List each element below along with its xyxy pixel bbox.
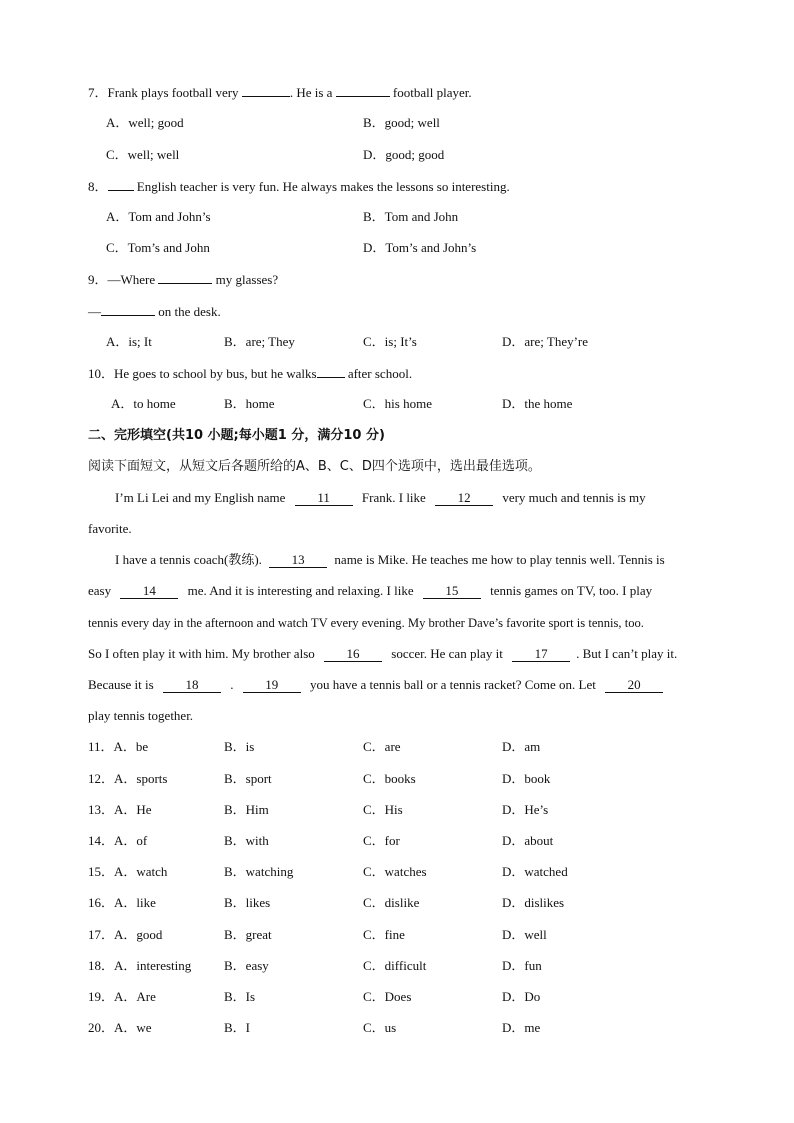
passage-text: I have a tennis coach(教练).	[115, 552, 262, 567]
passage-text: name is Mike. He teaches me how to play tennis well. Tennis is	[334, 552, 665, 567]
option-b[interactable]: B．home	[224, 396, 275, 411]
option-b[interactable]: B．watching	[224, 864, 294, 879]
option-c[interactable]: C．us	[363, 1020, 397, 1035]
option-b[interactable]: B．easy	[224, 958, 269, 973]
option-a[interactable]: 16．A．like	[88, 895, 156, 910]
passage-line-5: tennis every day in the afternoon and watch TV every evening. My brother Dave’s favorite sport is tennis, too.	[88, 616, 644, 630]
option-c[interactable]: C．His	[363, 802, 403, 817]
passage-text: I’m Li Lei and my English name	[115, 490, 286, 505]
passage-text: . But I can’t play it.	[576, 646, 678, 661]
option-c[interactable]: C．his home	[363, 396, 432, 411]
passage-text: soccer. He can play it	[391, 646, 503, 661]
answer-blank[interactable]	[317, 365, 345, 378]
passage-text: easy	[88, 583, 112, 598]
option-d[interactable]: D．well	[502, 927, 547, 942]
question-7-stem	[88, 84, 472, 101]
option-d[interactable]: D．book	[502, 771, 551, 786]
option-b[interactable]: B．are; They	[224, 334, 295, 349]
q9-text-c: —	[88, 304, 101, 319]
blank-11[interactable]: 11	[295, 491, 353, 506]
option-a[interactable]: 11．A．be	[88, 739, 149, 754]
option-d[interactable]: D．watched	[502, 864, 568, 879]
option-d[interactable]: D．good; good	[363, 147, 445, 162]
option-d[interactable]: D．about	[502, 833, 554, 848]
answer-blank[interactable]	[108, 178, 134, 191]
passage-text: tennis games on TV, too. I play	[490, 583, 653, 598]
blank-19[interactable]: 19	[243, 678, 301, 693]
option-b[interactable]: B．Him	[224, 802, 269, 817]
option-c[interactable]: C．Does	[363, 989, 412, 1004]
q10-text-a: 10．He goes to school by bus, but he walks	[88, 366, 317, 381]
option-a[interactable]: A．Tom and John’s	[106, 209, 211, 224]
passage-line-2: favorite.	[88, 521, 132, 536]
passage-line-6	[88, 646, 677, 662]
passage-line-8: play tennis together.	[88, 708, 194, 723]
option-c[interactable]: C．dislike	[363, 895, 420, 910]
option-b[interactable]: B．great	[224, 927, 272, 942]
answer-blank[interactable]	[158, 271, 212, 284]
option-a[interactable]: 17．A．good	[88, 927, 163, 942]
passage-text: So I often play it with him. My brother also	[88, 646, 315, 661]
option-c[interactable]: C．well; well	[106, 147, 180, 162]
option-b[interactable]: B．is	[224, 739, 255, 754]
passage-text: .	[230, 677, 234, 692]
blank-20[interactable]: 20	[605, 678, 663, 693]
option-d[interactable]: D．dislikes	[502, 895, 565, 910]
passage-text: Frank. I like	[361, 490, 426, 505]
option-a[interactable]: 13．A．He	[88, 802, 152, 817]
option-b[interactable]: B．with	[224, 833, 269, 848]
option-b[interactable]: B．likes	[224, 895, 271, 910]
q10-text-b: after school.	[347, 366, 413, 381]
passage-text: very much and tennis is my	[502, 490, 646, 505]
option-d[interactable]: D．Do	[502, 989, 541, 1004]
option-a[interactable]: 12．A．sports	[88, 771, 168, 786]
option-c[interactable]: C．Tom’s and John	[106, 240, 210, 255]
answer-blank[interactable]	[242, 84, 290, 97]
passage-line-7	[88, 677, 663, 693]
blank-14[interactable]: 14	[120, 584, 178, 599]
blank-12[interactable]: 12	[435, 491, 493, 506]
option-c[interactable]: C．for	[363, 833, 400, 848]
section-instruction: 阅读下面短文，从短文后各题所给的A、B、C、D四个选项中，选出最佳选项。	[88, 459, 541, 474]
option-a[interactable]: A．is; It	[106, 334, 152, 349]
option-b[interactable]: B．I	[224, 1020, 251, 1035]
option-d[interactable]: D．Tom’s and John’s	[363, 240, 477, 255]
option-c[interactable]: C．watches	[363, 864, 427, 879]
option-d[interactable]: D．me	[502, 1020, 541, 1035]
option-c[interactable]: C．difficult	[363, 958, 427, 973]
blank-18[interactable]: 18	[163, 678, 221, 693]
passage-text: me. And it is interesting and relaxing. I like	[187, 583, 414, 598]
answer-blank[interactable]	[101, 303, 155, 316]
q7-text-c: football player.	[392, 85, 472, 100]
option-a[interactable]: A．well; good	[106, 115, 184, 130]
option-c[interactable]: C．is; It’s	[363, 334, 417, 349]
question-8-stem	[88, 178, 510, 195]
option-b[interactable]: B．good; well	[363, 115, 440, 130]
option-c[interactable]: C．fine	[363, 927, 405, 942]
blank-16[interactable]: 16	[324, 647, 382, 662]
option-b[interactable]: B．Tom and John	[363, 209, 459, 224]
question-10-stem	[88, 365, 412, 382]
option-a[interactable]: 19．A．Are	[88, 989, 156, 1004]
question-9-reply	[88, 303, 221, 320]
option-a[interactable]: A．to home	[111, 396, 176, 411]
passage-line-3	[115, 552, 665, 568]
passage-line-4	[88, 583, 652, 599]
option-d[interactable]: D．am	[502, 739, 541, 754]
q7-text-b: . He is a	[289, 85, 333, 100]
option-a[interactable]: 15．A．watch	[88, 864, 168, 879]
answer-blank[interactable]	[336, 84, 390, 97]
q8-text-a: 8．	[88, 179, 108, 194]
option-c[interactable]: C．are	[363, 739, 401, 754]
q7-text-a: 7．Frank plays football very	[88, 85, 239, 100]
option-b[interactable]: B．Is	[224, 989, 256, 1004]
passage-text: Because it is	[88, 677, 154, 692]
option-a[interactable]: 20．A．we	[88, 1020, 152, 1035]
blank-17[interactable]: 17	[512, 647, 570, 662]
q9-text-a: 9．—Where	[88, 272, 156, 287]
passage-line-1	[115, 490, 646, 506]
option-d[interactable]: D．the home	[502, 396, 573, 411]
option-d[interactable]: D．fun	[502, 958, 542, 973]
option-b[interactable]: B．sport	[224, 771, 272, 786]
q9-text-b: my glasses?	[215, 272, 279, 287]
section-title: 二、完形填空(共10 小题;每小题1 分，满分10 分)	[88, 428, 385, 443]
q9-text-d: on the desk.	[158, 304, 221, 319]
question-9-stem	[88, 271, 278, 288]
passage-text: you have a tennis ball or a tennis racket? Come on. Let	[309, 677, 596, 692]
option-c[interactable]: C．books	[363, 771, 416, 786]
option-a[interactable]: 18．A．interesting	[88, 958, 192, 973]
option-a[interactable]: 14．A．of	[88, 833, 148, 848]
option-d[interactable]: D．He’s	[502, 802, 549, 817]
option-d[interactable]: D．are; They’re	[502, 334, 589, 349]
blank-13[interactable]: 13	[269, 553, 327, 568]
q8-text-b: English teacher is very fun. He always makes the lessons so interesting.	[136, 179, 510, 194]
blank-15[interactable]: 15	[423, 584, 481, 599]
